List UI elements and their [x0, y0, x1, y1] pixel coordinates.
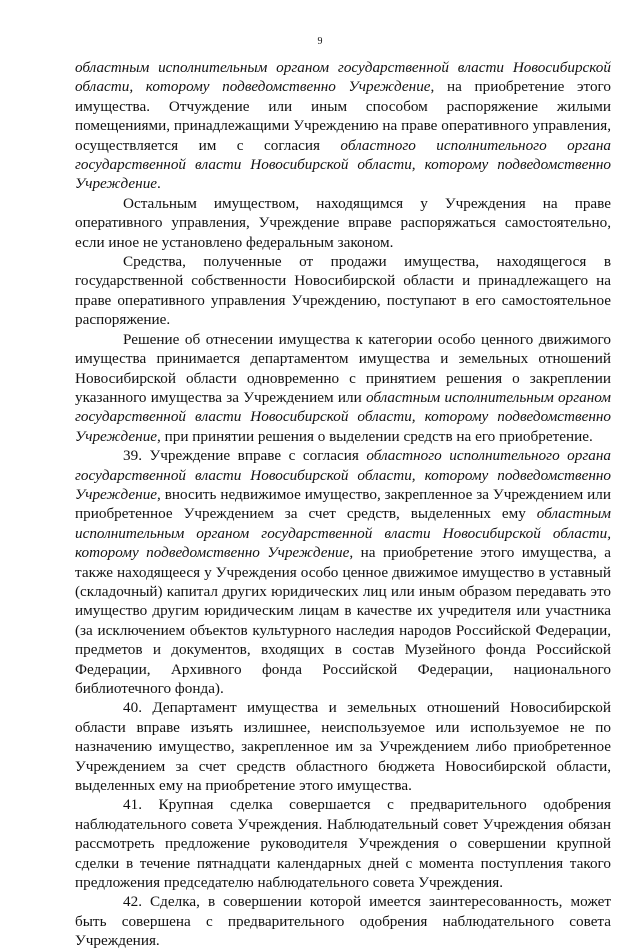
paragraph: [75, 698, 611, 795]
paragraph: [75, 892, 611, 950]
text-segment: 42. Сделка, в совершении которой имеется заинтересованность, может быть совершена с предварительного одобрения наблюдательного совета Учреждения.: [75, 893, 611, 950]
text-segment: , при принятии решения о выделении средств на его приобретение.: [157, 427, 593, 445]
text-segment: Остальным имуществом, находящимся у Учреждения на праве оперативного управления, Учреждение вправе распоряжаться самостоятельно, если иное не установлено федеральным законом.: [75, 194, 611, 251]
text-segment: , на приобретение этого имущества, а также находящееся у Учреждения особо ценное движимое имущество в уставный (складочный) капитал других юридических лиц или иным образом передавать это имущество другим юридическим лицам в качестве их учредителя или участника (за исключением объектов культурного наследия народов Российской Федерации, предметов и документов, входящих в состав Музейного фонда Российской Федерации, Архивного фонда Российской Федерации, национального библиотечного фонда).: [75, 544, 612, 697]
text-segment: 39. Учреждение вправе с согласия: [123, 447, 367, 465]
paragraph: [75, 252, 611, 330]
paragraph: [75, 795, 611, 892]
italic-text-segment: областным исполнительным органом государственной власти Новосибирской области, которому подведомственно Учреждение: [75, 505, 611, 562]
italic-text-segment: областного исполнительного органа государственной власти Новосибирской области, которому подведомственно Учреждение: [75, 447, 611, 503]
text-segment: .: [157, 175, 161, 193]
italic-text-segment: областным исполнительным органом государственной власти Новосибирской области, которому подведомственно Учреждение: [75, 388, 611, 445]
page-number: 9: [317, 36, 323, 47]
paragraph: [75, 330, 611, 446]
italic-text-segment: областного исполнительного органа государственной власти Новосибирской области, которому подведомственно Учреждение: [75, 136, 611, 193]
text-segment: 41. Крупная сделка совершается с предварительного одобрения наблюдательного совета Учреждения. Наблюдательный совет Учреждения обязан рассмотреть предложение руководителя Учреждения о совершении крупной сделки в течение пятнадцати календарных дней с момента поступления такого предложения председателю наблюдательного совета Учреждения.: [75, 796, 611, 892]
text-segment: Средства, полученные от продажи имущества, находящегося в государственной собственности Новосибирской области и принадлежащего на праве оперативного управления Учреждению, поступают в его самостоятельное распоряжение.: [75, 253, 611, 329]
text-segment: 40. Департамент имущества и земельных отношений Новосибирской области вправе изъять излишнее, неиспользуемое или используемое не по назначению имущество, закрепленное им за Учреждением либо приобретенное Учреждением за счет средств областного бюджета Новосибирской области, выделенных ему на приобретение этого имущества.: [75, 699, 611, 795]
italic-text-segment: областным исполнительным органом государственной власти Новосибирской области, которому подведомственно Учреждение: [75, 59, 611, 96]
paragraph: [75, 58, 611, 194]
paragraph: [75, 194, 611, 252]
paragraph: [75, 446, 611, 698]
text-segment: Решение об отнесении имущества к категории особо ценного движимого имущества принимается департаментом имущества и земельных отношений Новосибирской области одновременно с принятием решения о закреплении указанного имущества за Учреждением или: [75, 330, 611, 406]
document-body: [75, 58, 611, 951]
text-segment: , на приобретение этого имущества. Отчуждение или иным способом распоряжение жилыми помещениями, принадлежащими Учреждению на праве оперативного управления, осуществляется им с согласия: [75, 78, 611, 154]
text-segment: , вносить недвижимое имущество, закрепленное за Учреждением или приобретенное Учреждением за счет средств, выделенных ему: [75, 485, 611, 523]
